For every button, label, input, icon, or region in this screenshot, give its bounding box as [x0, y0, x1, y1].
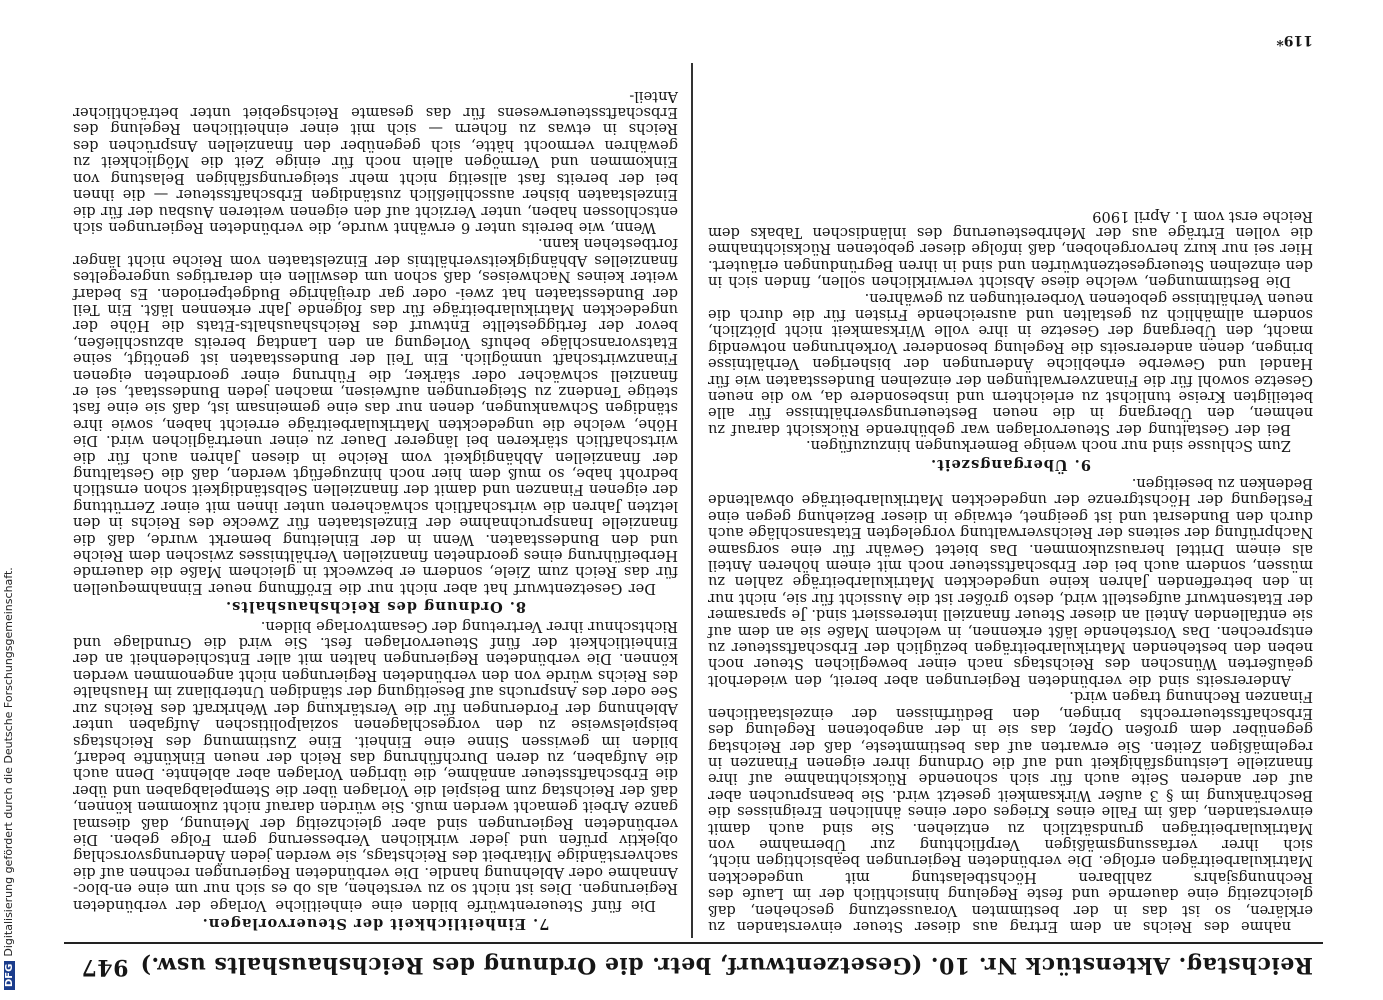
- digitization-credit: [2, 567, 15, 990]
- section-heading: 8. Ordnung des Reichshaushalts.: [224, 598, 527, 616]
- paragraph: nahme des Reichs an dem Ertrag aus dieser Steuer einverstanden zu erklären, so ist das in der bestimmten Voraussetzung geschehen, daß gleichzeitig eine dauernde und feste Regelung hinsichtlich der im Laufe des Rechnungsjahrs zahlbaren Höchstbelastung mit ungedeckten Matrikularbeiträgen erfolge. Die verbündeten Regierungen beabsichtigen nicht, sich ihrer verfassungsmäßigen Verpflichtung zur Übernahme von Matrikularbeiträgen grundsätzlich zu entziehen. Sie sind auch damit einverstanden, daß im Falle eines Krieges oder eines ähnlichen Ereignisses die Beschränkung im § 3 außer Wirksamkeit gesetzt wird. Sie beanspruchen aber auf der anderen Seite auch für sich schonende Rücksichtnahme auf ihre finanzielle Leistungsfähigkeit und auf die Ordnung ihrer eigenen Finanzen in regelmäßigen Zeiten. Sie erwarten auf das bestimmteste, daß der Reichstag gegenüber dem großen Opfer, das sie in der angebotenen Regelung des Erbschaftssteuerrechts bringen, den Bedürfnissen der einzelstaatlichen Finanzen Rechnung tragen wird.: [708, 688, 1313, 935]
- page-number: 947: [81, 954, 129, 980]
- header-rule: [64, 942, 1323, 944]
- credit-text: Digitalisierung gefördert durch die Deutsche Forschungsgemeinschaft.: [2, 567, 15, 957]
- section-heading: 7. Einheitlichkeit der Steuervorlagen.: [201, 915, 550, 932]
- paragraph: Der Gesetzentwurf hat aber nicht nur die Eröffnung neuer Einnahmequellen für das Reich zum Ziele, sondern er bezweckt in gleichem Maße die dauernde Herbeiführung eines geordneten finanziellen Verhältnisses zwischen dem Reiche und den Bundesstaaten. Wenn in der Einleitung bemerkt wurde, daß die finanzielle Inanspruchnahme der Einzelstaaten für Zwecke des Reichs in den letzten Jahren die wirtschaftlich schwächeren unter ihnen mit einer Zerrüttung der eigenen Finanzen und damit der finanziellen Selbständigkeit schon ernstlich bedroht habe, so muß dem hier noch hinzugefügt werden, daß die Gestaltung der finanziellen Abhängigkeit vom Reiche in diesen Jahren auch für die wirtschaftlich stärkeren bei längerer Dauer zu einer unerträglichen wird. Die Höhe, welche die ungedeckten Matrikularbeiträge erreicht haben, sowie ihre ständigen Schwankungen, denen nur das eine gemeinsam ist, daß sie eine fast stetige Tendenz zu Steigerungen aufweisen, machen jeden Bundesstaat, sei er finanziell schwächer oder stärker, die Führung einer geordneten eigenen Finanzwirtschaft unmöglich. Ein Teil der Bundesstaaten ist genötigt, seine Etatsvoranschläge behufs Vorlegung an den Landtag bereits abzuschließen, bevor der fertiggestellte Entwurf des Reichshaushalts-Etats die Höhe der ungedeckten Matrikularbeiträge für das folgende Jahr erkennen läßt. Ein Teil der Bundesstaaten hat zwei- oder gar dreijährige Budgetperioden. Es bedarf weiter keines Nachweises, daß schon um deswillen ein derartiges ungeregeltes finanzielles Abhängigkeitsverhältnis der Einzelstaaten vom Reiche nicht länger fortbestehen kann.: [73, 235, 678, 597]
- dfg-logo: DFG: [4, 961, 15, 990]
- paragraph: Andererseits sind die verbündeten Regierungen aber bereit, den wiederholt geäußerten Wünschen des Reichstags nach einer beweglichen Steuer noch neben den bestehenden Matrikularbeiträgen bezüglich der Erbschaftssteuer zu entsprechen. Das Vorstehende läßt erkennen, in welchem Maße sie an dem auf sie entfallenden Anteil an dieser Steuer finanziell interessiert sind. Je sparsamer der Etatsentwurf aufgestellt wird, desto größer ist die Aussicht für sie, nicht nur in den betreffenden Jahren keine ungedeckten Matrikularbeiträge zahlen zu müssen, sondern auch bei der Erbschaftssteuer noch mit einem höheren Anteil als einem Drittel herauszukommen. Das bietet Gewähr für eine sorgsame Nachprüfung der seitens der Reichsverwaltung vorgelegten Etatsanschläge auch durch den Bundesrat und ist geeignet, etwaige in dieser Beziehung gegen eine Festlegung der Höchstgrenze der ungedeckten Matrikularbeiträge obwaltende Bedenken zu beseitigen.: [708, 475, 1313, 689]
- paragraph: Wenn, wie bereits unter 6 erwähnt wurde, die verbündeten Regierungen sich entschlossen haben, unter Verzicht auf den eigenen weiteren Ausbau der für die Einzelstaaten bisher ausschließlich zuständigen Erbschaftssteuer — die ihnen bei der bereits fast allseitig nicht mehr steigerungsfähigen Belastung von Einkommen und Vermögen allein noch für einige Zeit die Möglichkeit zu gewähren vermocht hätte, sich gegenüber den finanziellen Ansprüchen des Reichs in etwas zu fichern — sich mit einer einheitlichen Regelung des Erbschaftssteuerwesens für das gesamte Reichsgebiet unter beträchtlicher Anteil-: [73, 87, 678, 236]
- section-heading: 9. Übergangszeit.: [930, 455, 1091, 473]
- header-title: Reichstag. Aktenstück Nr. 10. (Gesetzentwurf, betr. die Ordnung des Reichshaushalts usw.): [140, 952, 1313, 978]
- right-column: [73, 87, 678, 934]
- paragraph: Zum Schlusse sind nur noch wenige Bemerkungen hinzuzufügen.: [806, 437, 1291, 455]
- sheet-signature: 119*: [1276, 32, 1313, 48]
- left-column: [708, 54, 1313, 934]
- paragraph: Die fünf Steuerentwürfe bilden eine einheitliche Vorlage der verbündeten Regierungen. Dies ist nicht so zu verstehen, als ob es sich nur um eine en-bloc-Annahme oder Ablehnung handle. Die verbündeten Regierungen rechnen auf die sachverständige Mitarbeit des Reichstags, sie werden jeden Änderungsvorschlag objektiv prüfen und jeder wirklichen Verbesserung gern Folge geben. Die verbündeten Regierungen sind aber gleichzeitig der Meinung, daß diesmal ganze Arbeit gemacht werden muß. Sie würden darauf nicht zukommen können, daß der Reichstag zum Beispiel die Vorlagen über die Stempelabgaben und über die Erbschaftssteuer annähme, die übrigen Vorlagen aber ablehnte. Denn auch die Aufgaben, zu deren Durchführung das Reich der neuen Einkünfte bedarf, bilden im gewissen Sinne eine Einheit. Eine Zustimmung des Reichstags beispielsweise zu den vorgeschlagenen sozialpolitischen Aufgaben unter Ablehnung der Forderungen für die Verstärkung der Wehrkraft des Reichs zur See oder des Anspruchs auf Beseitigung der ständigen Unterbilanz im Haushalte des Reichs würde von den verbündeten Regierungen nicht angenommen werden können. Die verbündeten Regierungen halten mit aller Entschiedenheit an der Einheitlichkeit der fünf Steuervorlagen fest. Sie wird die Grundlage und Richtschnur ihrer Vertretung der Gesamtvorlage bilden.: [73, 617, 678, 914]
- paragraph: Bei der Gestaltung der Steuervorlagen war gebührende Rücksicht darauf zu nehmen, den Übergang in die neuen Besteuerungsverhältnisse für alle beteiligten Kreise tunlichst zu erleichtern und insbesondere da, wo die neuen Gesetze sowohl für die Finanzverwaltungen der einzelnen Bundesstaaten wie für Handel und Gewerbe erhebliche Änderungen der bisherigen Verhältnisse bringen, denen andererseits die Regelung besonderer Vorkehrungen notwendig macht, den Übergang der Gesetze in ihre volle Wirksamkeit nicht plötzlich, sondern allmählich zu gestalten und ausreichende Fristen für die durch die neuen Verhältnisse gebotenen Vorbereitungen zu gewähren.: [708, 289, 1313, 438]
- column-divider: [692, 63, 694, 938]
- running-header: [73, 950, 1313, 980]
- paragraph: Die Bestimmungen, welche diese Absicht verwirklichen sollen, finden sich in den einzelnen Steuergesetzentwürfen und sind in ihren Begründungen erläutert. Hier sei nur kurz hervorgehoben, daß infolge dieser gebotenen Rücksichtnahme die vollen Erträge aus der Mehrbesteuerung des inländischen Tabaks dem Reiche erst vom 1. April 1909: [708, 207, 1313, 291]
